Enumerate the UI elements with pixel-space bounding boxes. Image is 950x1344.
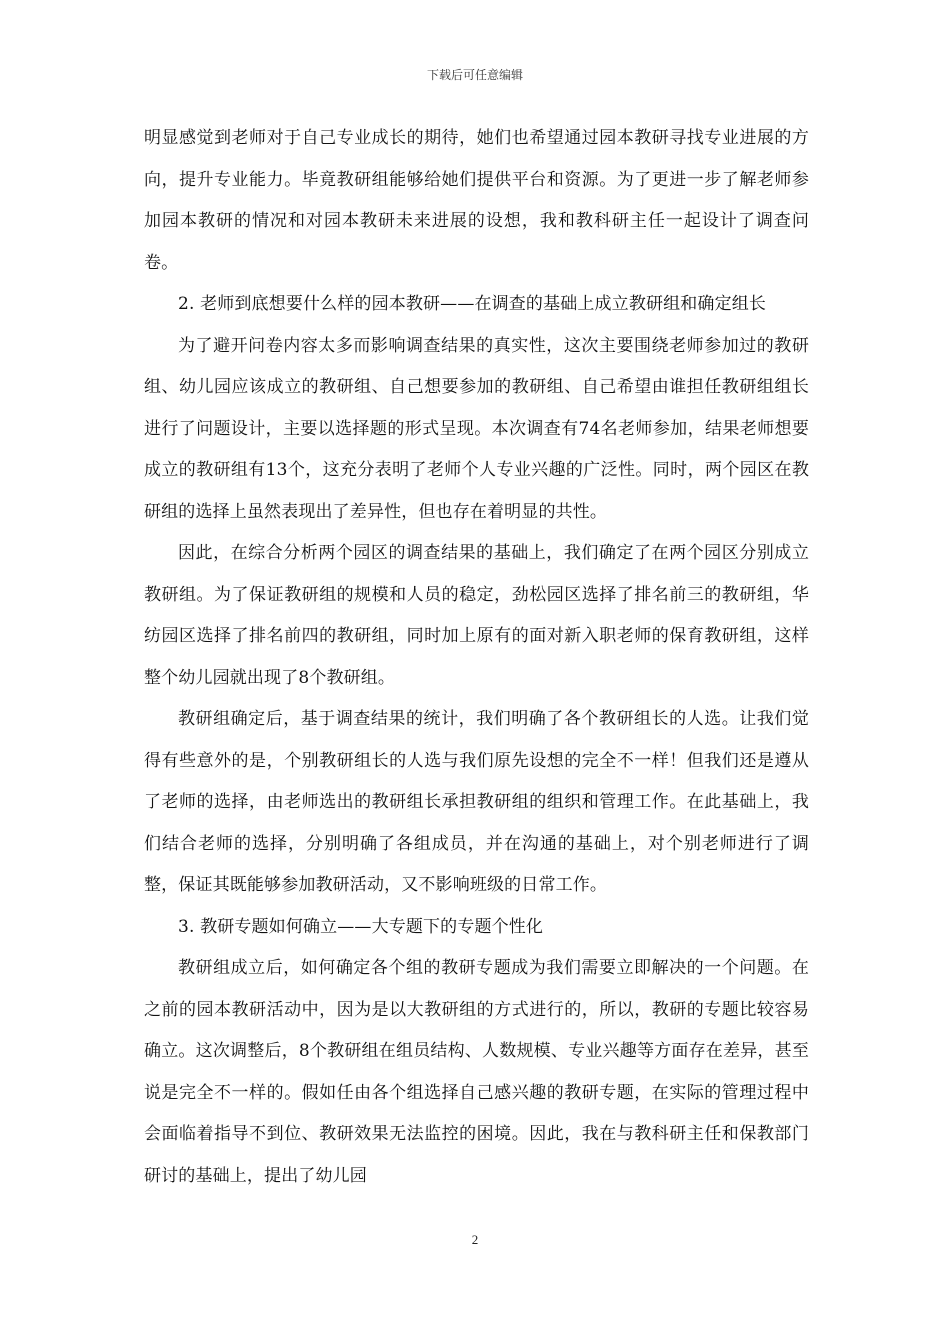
body-text	[144, 118, 809, 1197]
paragraph: 因此，在综合分析两个园区的调查结果的基础上，我们确定了在两个园区分别成立教研组。为了保证教研组的规模和人员的稳定，劲松园区选择了排名前三的教研组，华纺园区选择了排名前四的教研组，同时加上原有的面对新入职老师的保育教研组，这样整个幼儿园就出现了8个教研组。	[144, 543, 809, 688]
paragraph: 为了避开问卷内容太多而影响调查结果的真实性，这次主要围绕老师参加过的教研组、幼儿园应该成立的教研组、自己想要参加的教研组、自己希望由谁担任教研组组长进行了问题设计，主要以选择题的形式呈现。本次调查有74名老师参加，结果老师想要成立的教研组有13个，这充分表明了老师个人专业兴趣的广泛性。同时，两个园区在教研组的选择上虽然表现出了差异性，但也存在着明显的共性。	[144, 335, 809, 522]
section-heading-2: 2. 老师到底想要什么样的园本教研——在调查的基础上成立教研组和确定组长	[178, 294, 767, 314]
paragraph-continuation: 明显感觉到老师对于自己专业成长的期待，她们也希望通过园本教研寻找专业进展的方向，提升专业能力。毕竟教研组能够给她们提供平台和资源。为了更进一步了解老师参加园本教研的情况和对园本教研未来进展的设想，我和教科研主任一起设计了调查问卷。	[144, 128, 809, 273]
page-number: 2	[471, 1232, 479, 1247]
page-header: 下载后可任意编辑	[426, 68, 523, 82]
paragraph: 教研组确定后，基于调查结果的统计，我们明确了各个教研组长的人选。让我们觉得有些意外的是，个别教研组长的人选与我们原先设想的完全不一样！但我们还是遵从了老师的选择，由老师选出的教研组长承担教研组的组织和管理工作。在此基础上，我们结合老师的选择，分别明确了各组成员，并在沟通的基础上，对个别老师进行了调整，保证其既能够参加教研活动，又不影响班级的日常工作。	[144, 709, 809, 895]
paragraph: 教研组成立后，如何确定各个组的教研专题成为我们需要立即解决的一个问题。在之前的园本教研活动中，因为是以大教研组的方式进行的，所以，教研的专题比较容易确立。这次调整后，8个教研组在组员结构、人数规模、专业兴趣等方面存在差异，甚至说是完全不一样的。假如任由各个组选择自己感兴趣的教研专题，在实际的管理过程中会面临着指导不到位、教研效果无法监控的困境。因此，我在与教科研主任和保教部门研讨的基础上，提出了幼儿园	[144, 958, 809, 1186]
section-heading-3: 3. 教研专题如何确立——大专题下的专题个性化	[178, 916, 544, 937]
